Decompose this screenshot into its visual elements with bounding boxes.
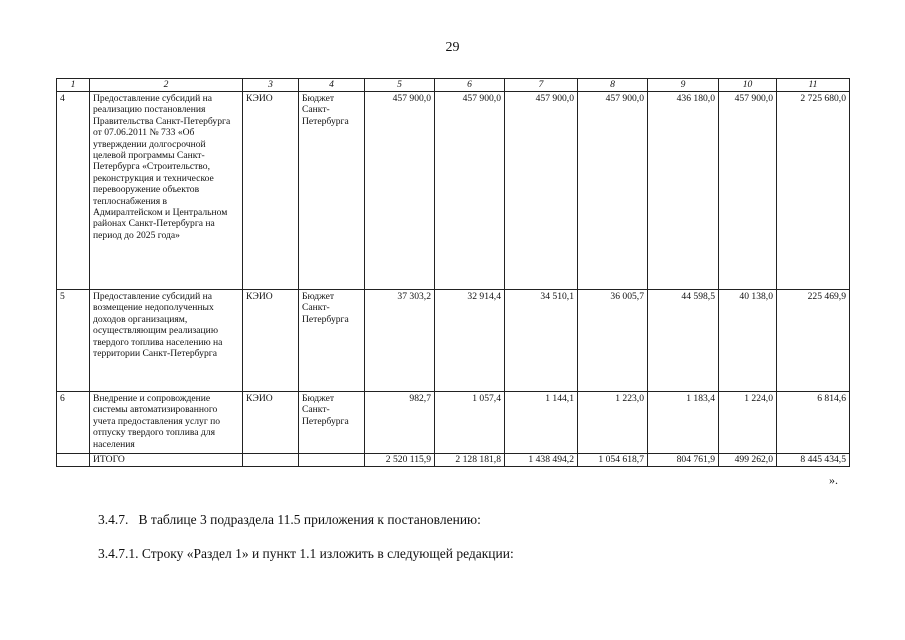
row-value: 457 900,0 <box>435 92 505 290</box>
row-value: 1 223,0 <box>578 392 648 454</box>
row-total-value: 6 814,6 <box>777 392 850 454</box>
row-value: 37 303,2 <box>365 290 435 392</box>
row-executor: КЭИО <box>243 392 299 454</box>
row-value: 457 900,0 <box>365 92 435 290</box>
row-description: Предоставление субсидий на возмещение недополученных доходов организациям, осуществляющим реализацию твердого топлива населению на территории Санкт-Петербурга <box>90 290 243 392</box>
table-row <box>57 290 850 392</box>
total-empty-cell <box>299 454 365 467</box>
total-value: 804 761,9 <box>648 454 719 467</box>
row-executor: КЭИО <box>243 92 299 290</box>
column-header: 1 <box>57 79 90 92</box>
row-value: 1 057,4 <box>435 392 505 454</box>
grand-total-value: 8 445 434,5 <box>777 454 850 467</box>
row-value: 1 183,4 <box>648 392 719 454</box>
table-row <box>57 92 850 290</box>
total-value: 1 438 494,2 <box>505 454 578 467</box>
row-description: Внедрение и сопровождение системы автоматизированного учета предоставления услуг по отпуску твердого топлива для населения <box>90 392 243 454</box>
budget-table <box>56 78 850 467</box>
table-row <box>57 392 850 454</box>
row-value: 44 598,5 <box>648 290 719 392</box>
column-header: 7 <box>505 79 578 92</box>
total-row <box>57 454 850 467</box>
column-header: 3 <box>243 79 299 92</box>
column-header: 5 <box>365 79 435 92</box>
row-total-value: 2 725 680,0 <box>777 92 850 290</box>
row-value: 1 144,1 <box>505 392 578 454</box>
row-number: 4 <box>57 92 90 290</box>
column-header: 8 <box>578 79 648 92</box>
total-value: 2 128 181,8 <box>435 454 505 467</box>
closing-quote: ». <box>829 473 838 487</box>
row-value: 36 005,7 <box>578 290 648 392</box>
total-empty-cell <box>57 454 90 467</box>
row-value: 1 224,0 <box>719 392 777 454</box>
column-header: 9 <box>648 79 719 92</box>
row-executor: КЭИО <box>243 290 299 392</box>
total-value: 2 520 115,9 <box>365 454 435 467</box>
row-value: 32 914,4 <box>435 290 505 392</box>
page-number: 29 <box>445 40 460 55</box>
row-number: 6 <box>57 392 90 454</box>
total-label: ИТОГО <box>90 454 243 467</box>
row-value: 457 900,0 <box>505 92 578 290</box>
row-value: 436 180,0 <box>648 92 719 290</box>
total-value: 1 054 618,7 <box>578 454 648 467</box>
column-header: 10 <box>719 79 777 92</box>
row-value: 40 138,0 <box>719 290 777 392</box>
row-description: Предоставление субсидий на реализацию постановления Правительства Санкт-Петербурга от 07.06.2011 № 733 «Об утверждении долгосрочной целевой программы Санкт-Петербурга «Строительство, реконструкция и техническое перевооружение объектов теплоснабжения в Адмиралтейском и Центральном районах Санкт-Петербурга на период до 2025 года» <box>90 92 243 290</box>
row-value: 457 900,0 <box>719 92 777 290</box>
row-number: 5 <box>57 290 90 392</box>
total-empty-cell <box>243 454 299 467</box>
column-header: 6 <box>435 79 505 92</box>
row-total-value: 225 469,9 <box>777 290 850 392</box>
row-funding-source: Бюджет Санкт-Петербурга <box>299 392 365 454</box>
row-funding-source: Бюджет Санкт-Петербурга <box>299 290 365 392</box>
row-value: 457 900,0 <box>578 92 648 290</box>
column-header: 2 <box>90 79 243 92</box>
paragraph-3-4-7: 3.4.7. В таблице 3 подраздела 11.5 приложения к постановлению: <box>98 512 481 527</box>
column-header: 4 <box>299 79 365 92</box>
row-funding-source: Бюджет Санкт-Петербурга <box>299 92 365 290</box>
row-value: 982,7 <box>365 392 435 454</box>
row-value: 34 510,1 <box>505 290 578 392</box>
header-row <box>57 79 850 92</box>
paragraph-3-4-7-1: 3.4.7.1. Строку «Раздел 1» и пункт 1.1 изложить в следующей редакции: <box>98 546 514 561</box>
total-value: 499 262,0 <box>719 454 777 467</box>
column-header: 11 <box>777 79 850 92</box>
